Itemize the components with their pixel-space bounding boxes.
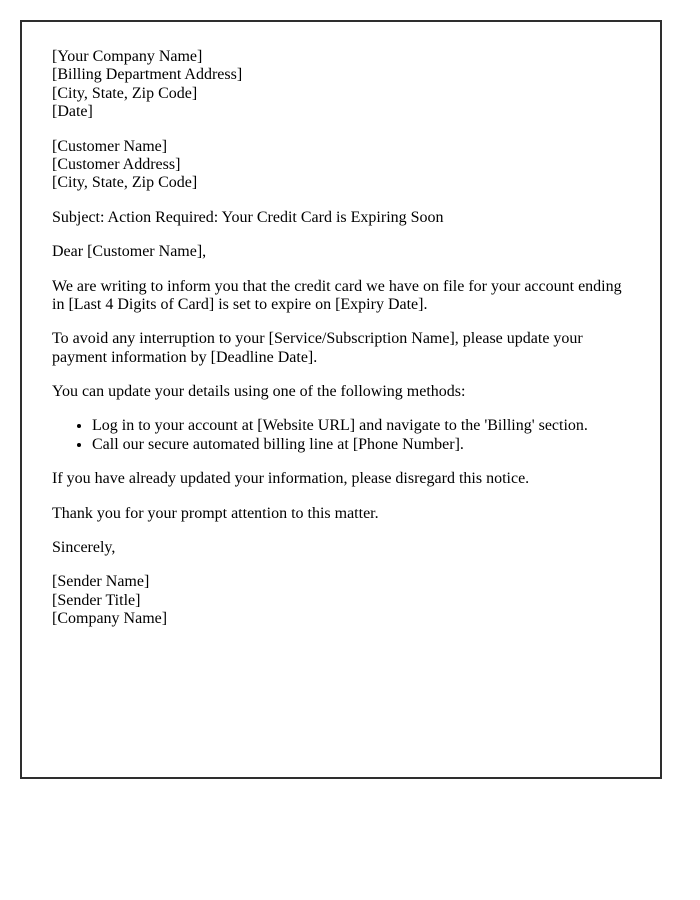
paragraph-thank-you: Thank you for your prompt attention to this matter. xyxy=(52,504,379,522)
sender-city-line: [City, State, Zip Code] xyxy=(52,84,198,102)
signature-sender-name: [Sender Name] xyxy=(52,573,150,591)
recipient-name-line: [Customer Name] xyxy=(52,137,168,155)
paragraph-disregard-note: If you have already updated your information, please disregard this notice. xyxy=(52,470,530,488)
salutation: Dear [Customer Name], xyxy=(52,243,207,261)
sender-department-line: [Billing Department Address] xyxy=(52,66,243,84)
paragraph-update-request: To avoid any interruption to your [Service/Subscription Name], please update your payment information by [Deadline Date]. xyxy=(52,330,583,366)
sender-address-block xyxy=(52,48,630,122)
paragraph-methods-intro: You can update your details using one of the following methods: xyxy=(52,383,466,401)
sender-company-line: [Your Company Name] xyxy=(52,48,203,65)
signature-company-name: [Company Name] xyxy=(52,610,168,628)
recipient-city-line: [City, State, Zip Code] xyxy=(52,174,198,192)
recipient-address-block xyxy=(52,138,630,193)
paragraph-expiry-notice: We are writing to inform you that the credit card we have on file for your account ending in [Last 4 Digits of Card] is set to expire on [Expiry Date]. xyxy=(52,277,622,313)
signature-block xyxy=(52,573,630,628)
signature-sender-title: [Sender Title] xyxy=(52,591,141,609)
sign-off: Sincerely, xyxy=(52,539,116,557)
letter-document xyxy=(20,20,662,779)
subject-line: Subject: Action Required: Your Credit Card is Expiring Soon xyxy=(52,208,444,226)
list-item-login-method: • Log in to your account at [Website URL] and navigate to the 'Billing' section. xyxy=(92,417,630,435)
update-methods-list xyxy=(52,417,630,454)
list-item-phone-method: • Call our secure automated billing line at [Phone Number]. xyxy=(92,436,630,454)
letter-date-line: [Date] xyxy=(52,103,93,121)
recipient-address-line: [Customer Address] xyxy=(52,155,181,173)
